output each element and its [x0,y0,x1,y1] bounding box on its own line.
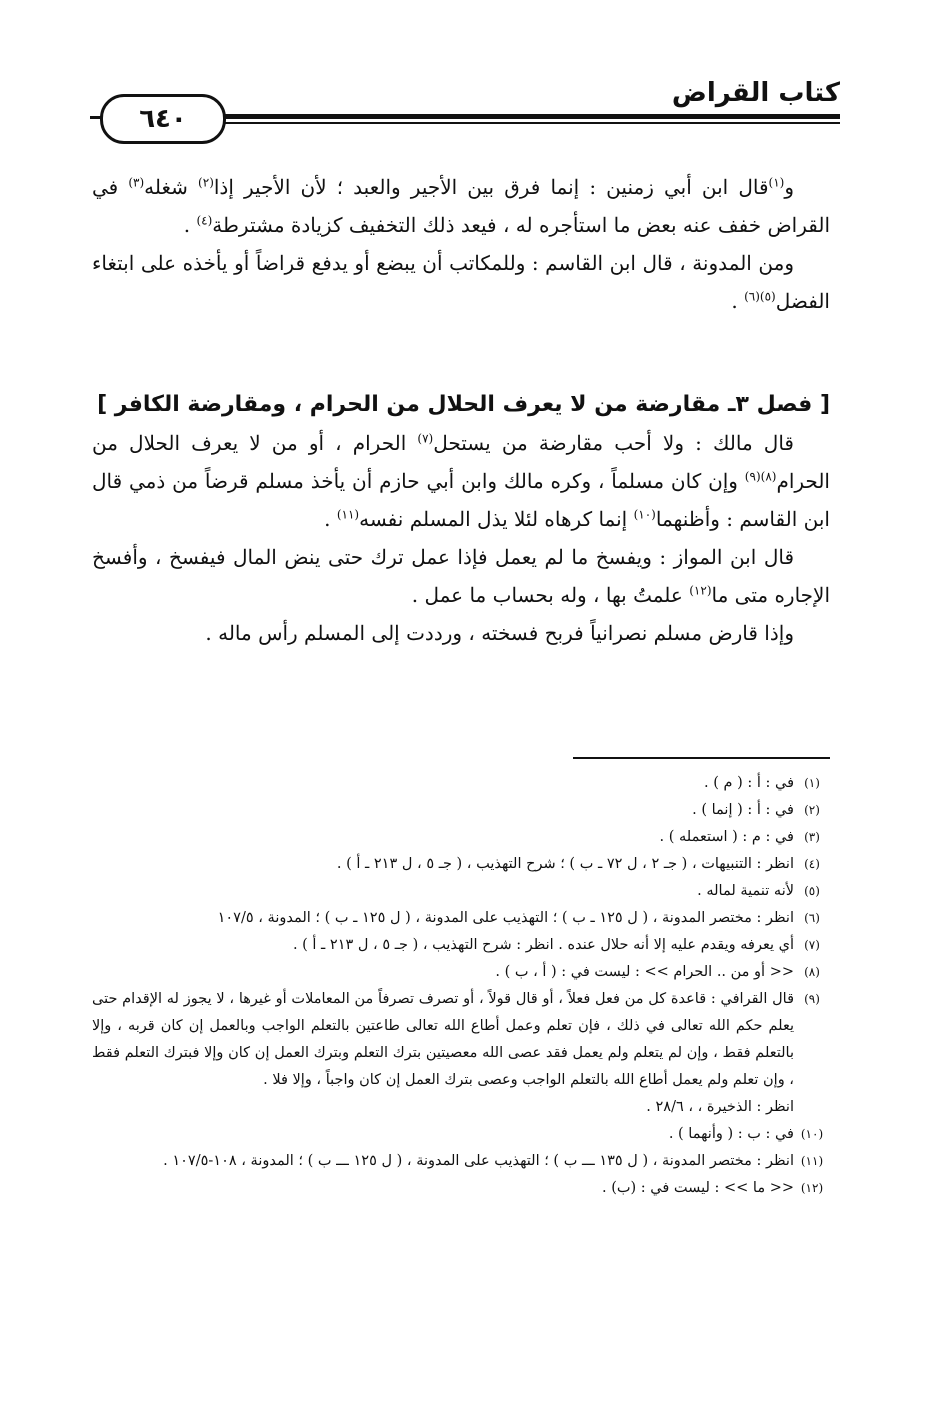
text-run: . [183,213,197,237]
footnote-ref: (١١) [336,507,360,522]
footnote-text: لأنه تنمية لماله . [697,883,794,899]
footnote-number: (١١) [800,1154,824,1168]
text-run: إنما كرهاه لئلا يذل المسلم نفسه [359,507,634,531]
footnote-number: (٤) [804,857,820,871]
footnote-item [92,770,830,797]
footnote-text: انظر : مختصر المدونة ، ( ل ١٢٥ ـ ب ) ؛ التهذيب على المدونة ، ( ل ١٢٥ ـ ب ) ؛ المدونة ، ١٠٧/٥ [217,910,794,926]
paragraph-3 [92,424,830,538]
paragraph-5: وإذا قارض مسلم نصرانياً فربح فسخته ، ورددت إلى المسلم رأس ماله . [205,621,794,645]
text-run: قال ابن أبي زمنين : إنما فرق بين الأجير والعبد ؛ لأن الأجير إذا [213,175,769,199]
page-number-frame [100,94,226,144]
footnote-ref: (١٢) [689,583,712,598]
footnote-text: أي يعرفه ويقدم عليه إلا أنه حلال عنده . انظر : شرح التهذيب ، ( جـ ٥ ، ل ٢١٣ ـ أ ) . [292,937,794,953]
footnote-text: في : ب : ( وأنهما ) . [668,1126,794,1142]
footnote-text: انظر : الذخيرة ، ، ٢٨/٦ . [646,1099,794,1115]
footnote-item [92,1121,830,1148]
footnote-text: في : م : ( استعمله ) . [659,829,794,845]
footnote-number: (٩) [804,992,820,1006]
footnote-item [92,824,830,851]
text-run: و [784,175,795,199]
footnote-item [92,851,830,878]
footnote-number: (١) [804,776,820,790]
footnote-number: (٢) [804,803,820,817]
footnote-number: (٨) [804,965,820,979]
footnote-ref: (١٠) [633,507,656,522]
paragraph-2 [92,244,830,320]
footnotes [92,770,830,1202]
footnote-item [92,1148,830,1175]
main-text [92,168,830,320]
footnote-item [92,1094,830,1121]
footnote-ref: (٢) [198,175,214,190]
footnote-ref: (٤) [196,213,213,228]
footnote-item [92,905,830,932]
footnote-item [92,1175,830,1202]
footnote-text: في : أ : ( إنما ) . [692,802,794,818]
text-run: قال ابن المواز : ويفسخ ما لم يعمل فإذا عمل ترك حتى ينض المال فيفسخ ، وأفسخ الإجاره متى ما [92,545,830,607]
footnote-ref: (٨) [760,469,777,484]
page-number: ٦٤٠ [139,104,187,134]
footnote-text: << أو من .. الحرام >> : ليست في : ( أ ، ب ) . [495,964,794,980]
footnote-number: (١٢) [800,1181,824,1195]
section-text [92,386,830,652]
footnote-item [92,959,830,986]
text-run: شغله [144,175,199,199]
header-rule-thick [160,114,840,119]
running-title: كتاب القراض [671,78,840,108]
footnote-number: (٥) [804,884,820,898]
footnote-ref: (٩) [744,469,761,484]
footnote-number: (١٠) [800,1127,824,1141]
text-run: وإن كان مسلماً ، وكره مالك وابن أبي حازم أن يأخذ مسلم قرضاً من ذمي قال ابن القاسم : وأظنهما [92,469,830,531]
footnote-ref: (٦) [744,289,760,304]
footnote-text: انظر : التنبيهات ، ( جـ ٢ ، ل ٧٢ ـ ب ) ؛ شرح التهذيب ، ( جـ ٥ ، ل ٢١٣ ـ أ ) . [336,856,794,872]
footnote-item [92,878,830,905]
footnote-text: انظر : مختصر المدونة ، ( ل ١٣٥ ـــ ب ) ؛ التهذيب على المدونة ، ( ل ١٢٥ ـــ ب ) ؛ المدونة ، ١٠٨-١٠٧/٥ . [163,1153,794,1169]
text-run: . [324,507,337,531]
header-rule-thin [160,122,840,124]
footnote-number: (٧) [804,938,820,952]
footnote-separator [573,757,830,759]
footnote-ref: (٣) [128,175,145,190]
paragraph-1 [92,168,830,244]
text-run: في القراض خفف عنه بعض ما استأجره له ، فيعد ذلك التخفيف كزيادة مشترطة [92,175,830,237]
text-run: . [731,289,745,313]
footnote-ref: (٥) [759,289,776,304]
page-header [100,70,840,134]
footnote-number: (٦) [804,911,820,925]
footnote-number: (٣) [804,830,820,844]
paragraph-4 [92,538,830,614]
footnote-text: في : أ : ( م ) . [704,775,794,791]
footnote-item [92,986,830,1094]
footnote-text: قال القرافي : قاعدة كل من فعل فعلاً ، أو قال قولاً ، أو تصرف تصرفاً من المعاملات أو غيرها ، لا يجوز له الإقدام حتى يعلم حكم الله تعالى في ذلك ، فإن تعلم وعمل أطاع الله تعالى طاعتين بالتعلم الواجب وبالعمل إن كان قربه ، وإلا بالتعلم فقط ، وإن لم يتعلم ولم يعمل فقد عصى الله معصيتين بترك التعلم وبترك العمل إن كان وإلا فبترك التعلم فقط ، وإن تعلم ولم يعمل أطاع الله بالتعلم الواجب وعصى بترك العمل إن كان واجباً ، وإلا فلا . [92,991,794,1088]
text-run: الحرام ، أو من لا يعرف الحلال من الحرام [92,431,830,493]
footnote-text: << ما >> : ليست في : (ب) . [602,1180,794,1196]
footnote-ref: (٧) [417,431,434,446]
footnote-item [92,932,830,959]
section-heading: [ فصل ٣ـ مقارضة من لا يعرف الحلال من الحرام ، ومقارضة الكافر ] [97,392,830,417]
text-run: علمتُ بها ، وله بحساب ما عمل . [411,583,690,607]
footnote-item [92,797,830,824]
footnote-ref: (١) [768,175,785,190]
text-run: قال مالك : ولا أحب مقارضة من يستحل [433,431,794,455]
text-run: ومن المدونة ، قال ابن القاسم : وللمكاتب أن يبضع أو يدفع قراضاً أو يأخذه على ابتغاء الفضل [92,251,830,313]
